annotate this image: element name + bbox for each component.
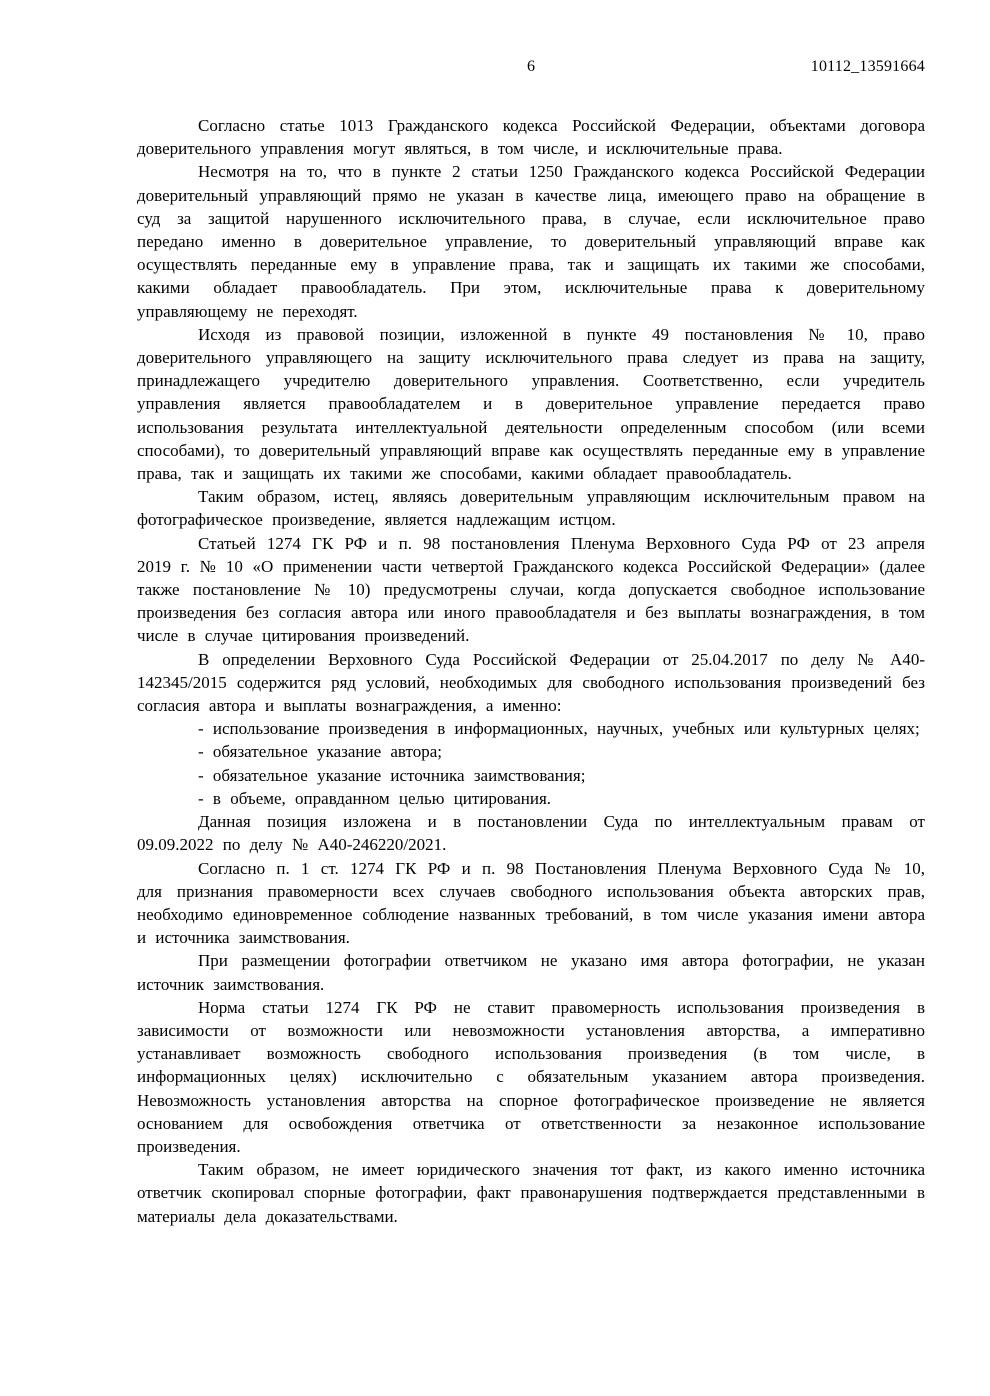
list-item-4: - в объеме, оправданном целью цитирования. <box>198 788 552 808</box>
paragraph-4: Таким образом, истец, являясь доверительным управляющим исключительным правом на фотографическое произведение, является надлежащим истцом. <box>137 487 925 530</box>
paragraph-3: Исходя из правовой позиции, изложенной в пункте 49 постановления № 10, право доверительного управляющего на защиту исключительного права следует из права на защиту, принадлежащего учредителю доверительного управления. Соответственно, если учредитель управления является правообладателем и в доверительное управление передается право использования результата интеллектуальной деятельности определенным способом (или всеми способами), то доверительный управляющий вправе как осуществлять переданные ему в управление права, так и защищать их такими же способами, какими обладает правообладатель. <box>137 324 925 484</box>
paragraph-11: Таким образом, не имеет юридического значения тот факт, из какого именно источника ответчик скопировал спорные фотографии, факт правонарушения подтверждается представленными в материалы дела доказательствами. <box>137 1160 925 1226</box>
paragraph-9: При размещении фотографии ответчиком не указано имя автора фотографии, не указан источник заимствования. <box>137 951 925 994</box>
paragraph-2: Несмотря на то, что в пункте 2 статьи 1250 Гражданского кодекса Российской Федерации доверительный управляющий прямо не указан в качестве лица, имеющего право на обращение в суд за защитой нарушенного исключительного права, в случае, если исключительное право передано именно в доверительное управление, то доверительный управляющий вправе как осуществлять переданные ему в управление права, так и защищать их такими же способами, какими обладает правообладатель. При этом, исключительные права к доверительному управляющему не переходят. <box>137 162 925 321</box>
paragraph-8: Согласно п. 1 ст. 1274 ГК РФ и п. 98 Постановления Пленума Верховного Суда № 10, для признания правомерности всех случаев свободного использования объекта авторских прав, необходимо единовременное соблюдение названных требований, в том числе указания имени автора и источника заимствования. <box>137 858 925 948</box>
document-id: 10112_13591664 <box>810 58 925 75</box>
document-body <box>137 114 925 1228</box>
list-item-1: - использование произведения в информационных, научных, учебных или культурных целях; <box>198 719 920 739</box>
paragraph-10: Норма статьи 1274 ГК РФ не ставит правомерность использования произведения в зависимости от возможности или невозможности установления авторства, а императивно устанавливает возможность свободного использования произведения (в том числе, в информационных целях) исключительно с обязательным указанием автора произведения. Невозможность установления авторства на спорное фотографическое произведение не является основанием для освобождения ответчика от ответственности за незаконное использование произведения. <box>137 997 925 1156</box>
list-item-2: - обязательное указание автора; <box>198 742 443 762</box>
paragraph-5: Статьей 1274 ГК РФ и п. 98 постановления Пленума Верховного Суда РФ от 23 апреля 2019 г. № 10 «О применении части четвертой Гражданского кодекса Российской Федерации» (далее также постановление № 10) предусмотрены случаи, когда допускается свободное использование произведения без согласия автора или иного правообладателя и без выплаты вознаграждения, в том числе в случае цитирования произведений. <box>137 533 925 646</box>
page-header <box>137 57 925 79</box>
list-item-3: - обязательное указание источника заимствования; <box>198 765 586 785</box>
paragraph-1: Согласно статье 1013 Гражданского кодекса Российской Федерации, объектами договора доверительного управления могут являться, в том числе, и исключительные права. <box>137 116 925 159</box>
paragraph-7: Данная позиция изложена и в постановлении Суда по интеллектуальным правам от 09.09.2022 по делу № А40-246220/2021. <box>137 812 925 855</box>
paragraph-6: В определении Верховного Суда Российской Федерации от 25.04.2017 по делу № А40-142345/2015 содержится ряд условий, необходимых для свободного использования произведений без согласия автора и выплаты вознаграждения, а именно: <box>137 649 925 716</box>
page-number: 6 <box>527 58 535 75</box>
